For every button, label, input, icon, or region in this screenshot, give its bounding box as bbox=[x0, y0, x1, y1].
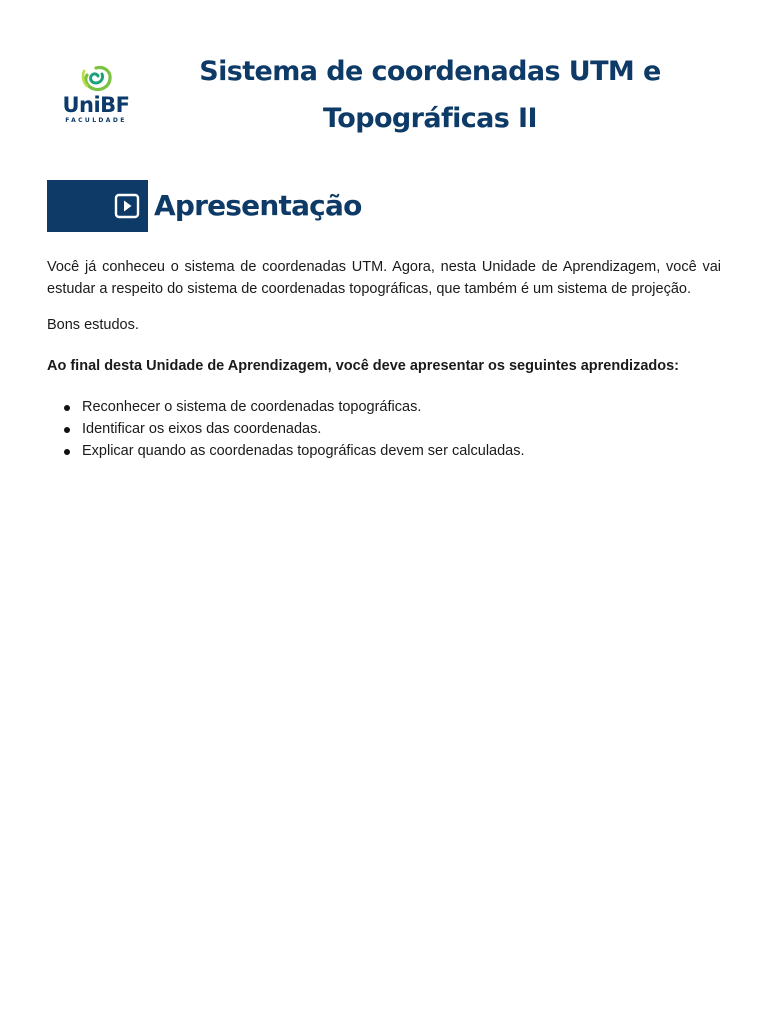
objective-text: Identificar os eixos das coordenadas. bbox=[82, 421, 322, 437]
unibf-logo bbox=[60, 62, 132, 128]
greeting-paragraph: Bons estudos. bbox=[47, 317, 139, 333]
objectives-list bbox=[47, 396, 721, 462]
intro-paragraph: Você já conheceu o sistema de coordenadas UTM. Agora, nesta Unidade de Aprendizagem, você vai estudar a respeito do sistema de coordenadas topográficas, que também é um sistema de projeção. bbox=[47, 259, 721, 297]
list-item bbox=[82, 418, 721, 440]
objective-text: Explicar quando as coordenadas topográficas devem ser calculadas. bbox=[82, 443, 525, 459]
presentation-content bbox=[47, 256, 721, 462]
list-item bbox=[82, 396, 721, 418]
bullet-icon bbox=[64, 427, 70, 433]
bullet-icon bbox=[64, 449, 70, 455]
section-title: Apresentação bbox=[154, 189, 362, 222]
list-item bbox=[82, 440, 721, 462]
logo-subtitle: FACULDADE bbox=[65, 117, 127, 124]
section-header-bar bbox=[47, 180, 148, 232]
logo-wordmark: UniBF bbox=[62, 93, 130, 117]
play-square-icon bbox=[114, 193, 140, 219]
logo-swirl-icon bbox=[76, 62, 116, 94]
objectives-heading: Ao final desta Unidade de Aprendizagem, você deve apresentar os seguintes aprendizados: bbox=[47, 358, 679, 374]
page-header bbox=[0, 0, 768, 160]
document-title: Sistema de coordenadas UTM e Topográficas II bbox=[199, 56, 661, 134]
bullet-icon bbox=[64, 405, 70, 411]
objective-text: Reconhecer o sistema de coordenadas topográficas. bbox=[82, 399, 422, 415]
